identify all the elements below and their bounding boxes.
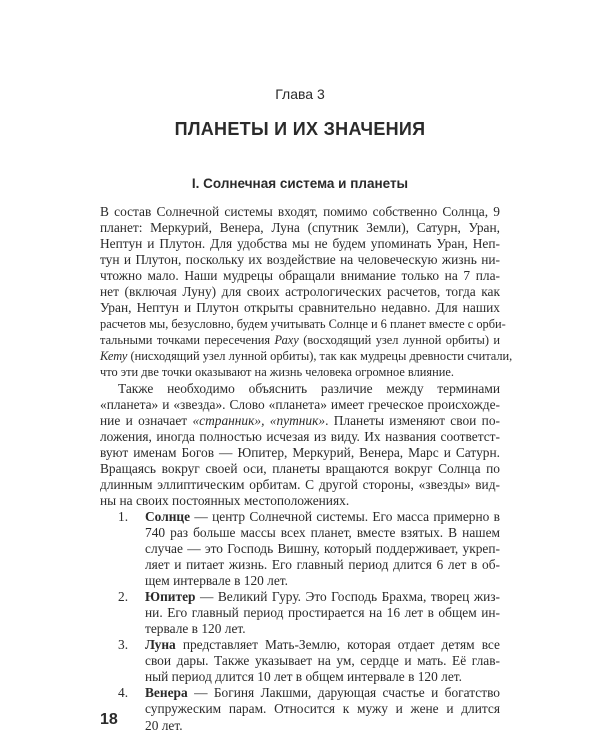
text-line xyxy=(100,477,500,493)
text-line xyxy=(100,332,500,348)
text-line xyxy=(100,541,500,557)
bold-term: Луна xyxy=(145,637,176,653)
list-item xyxy=(100,637,500,685)
text-segment: щем интервале в 120 лет. xyxy=(145,573,289,589)
text-line xyxy=(100,316,506,332)
text-segment: — центр Солнечной системы. Его масса примерно в xyxy=(190,508,500,524)
text-line xyxy=(100,621,500,637)
italic-term: «странник», «путник» xyxy=(192,412,326,428)
text-segment: тальными точками пересечения xyxy=(100,333,275,348)
bold-term: Венера xyxy=(145,685,188,701)
text-segment: супружеским парам. Относится к мужу и жене и длится xyxy=(145,701,500,717)
text-segment: нет (включая Луну) для своих астрологических расчетов, тогда как xyxy=(100,284,500,300)
text-segment: В состав Солнечной системы входят, помимо собственно Солнца, 9 xyxy=(100,204,500,219)
text-segment: — Великий Гуру. Это Господь Брахма, творец жиз- xyxy=(195,589,500,605)
text-line xyxy=(100,557,500,573)
text-segment: Вращаясь вокруг своей оси, планеты вращаются вокруг Солнца по xyxy=(100,460,500,476)
page-number: 18 xyxy=(100,711,118,728)
bold-term: Юпитер xyxy=(145,589,196,605)
text-segment: случае — это Господь Вишну, который поддерживает, укреп- xyxy=(145,540,500,556)
text-segment: ние и означает xyxy=(100,412,193,428)
paragraph xyxy=(100,204,513,381)
text-segment: Нептун и Плутон. Для удобства мы не будем упоминать Уран, Неп- xyxy=(100,236,500,252)
text-line xyxy=(100,429,500,445)
italic-term: Раху xyxy=(274,333,299,348)
list-item xyxy=(100,685,500,733)
text-segment: ляет и питает жизнь. Его главный период длится 6 лет в об- xyxy=(145,557,500,573)
text-line xyxy=(100,461,500,477)
text-segment: вуют именам Богов — Юпитер, Меркурий, Венера, Марс и Сатурн. xyxy=(100,444,500,460)
text-line xyxy=(100,268,500,284)
text-segment: тун и Плутон, поскольку их воздействие на человеческую жизнь ни- xyxy=(100,252,500,268)
text-line xyxy=(100,284,500,300)
text-line xyxy=(100,509,500,525)
text-line xyxy=(100,236,500,252)
text-line xyxy=(100,493,500,509)
text-segment: ни. Его главный период простирается на 16 лет в общем ин- xyxy=(145,605,500,621)
text-segment: ложения, иногда полностью исчезая из виду. Их названия соответст- xyxy=(100,428,500,444)
text-segment: свои дары. Также указывает на ум, сердце и мать. Её глав- xyxy=(145,653,500,669)
text-line xyxy=(100,525,500,541)
text-line xyxy=(100,589,500,605)
text-line xyxy=(100,685,500,701)
list-number: 2. xyxy=(118,589,129,605)
list-item xyxy=(100,589,500,637)
text-segment: (нисходящий узел лунной орбиты), так как мудрецы древности считали, xyxy=(127,349,513,364)
text-line xyxy=(100,397,500,413)
text-segment: ный период длится 10 лет в общем интервале в 120 лет. xyxy=(145,669,462,685)
text-line xyxy=(100,653,500,669)
paragraph xyxy=(100,381,500,509)
text-line xyxy=(100,348,513,364)
text-segment: 20 лет. xyxy=(145,717,183,733)
text-segment: представляет Мать-Землю, которая отдает детям все xyxy=(175,637,500,653)
bold-term: Солнце xyxy=(145,508,191,524)
italic-term: Кету xyxy=(100,349,128,364)
text-line xyxy=(100,445,500,461)
text-line xyxy=(100,220,500,236)
text-segment: Уран, Нептун и Плутон открыты сравнительно недавно. Для наших xyxy=(100,300,500,316)
text-segment: планет: Меркурий, Венера, Луна (спутник Земли), Сатурн, Уран, xyxy=(100,220,500,236)
text-segment: 740 раз больше массы всех планет, вместе взятых. В нашем xyxy=(145,524,500,540)
section-heading: I. Солнечная система и планеты xyxy=(191,176,409,191)
text-line xyxy=(100,252,500,268)
text-segment: чтожно мало. Наши мудрецы обращали внимание только на 7 пла- xyxy=(100,268,500,284)
text-line xyxy=(100,637,500,653)
text-line xyxy=(100,669,500,685)
list-item xyxy=(100,509,500,589)
list-number: 4. xyxy=(118,685,129,701)
text-line xyxy=(100,204,500,220)
text-segment: — Богиня Лакшми, дарующая счастье и богатство xyxy=(187,685,500,701)
text-line xyxy=(100,718,500,734)
chapter-title: ПЛАНЕТЫ И ИХ ЗНАЧЕНИЯ xyxy=(174,119,426,139)
text-segment: «планета» и «звезда». Слово «планета» имеет греческое происхожде- xyxy=(100,396,500,412)
text-segment: (восходящий узел лунной орбиты) и xyxy=(298,333,500,348)
text-line xyxy=(100,300,500,316)
list-number: 3. xyxy=(118,637,129,653)
text-line xyxy=(100,413,500,429)
text-segment: тервале в 120 лет. xyxy=(145,621,246,637)
text-line xyxy=(100,381,500,397)
text-line xyxy=(100,605,500,621)
text-segment: длинным эллиптическим орбитам. С другой стороны, «звезды» вид- xyxy=(100,476,500,492)
body-text xyxy=(100,204,513,734)
text-segment: что эти две точки оказывают на жизнь человека огромное влияние. xyxy=(100,365,454,380)
text-line xyxy=(100,364,500,380)
text-segment: . Планеты изменяют свои по- xyxy=(325,412,500,428)
text-segment: ны на своих постоянных местоположениях. xyxy=(100,492,350,508)
list-number: 1. xyxy=(118,508,129,524)
text-line xyxy=(100,573,500,589)
text-line xyxy=(100,701,500,717)
chapter-label: Глава 3 xyxy=(275,86,325,102)
text-segment: расчетов мы, безусловно, будем учитывать Солнце и 6 планет вместе с орби- xyxy=(100,317,506,332)
text-segment: Также необходимо объяснить различие между терминами xyxy=(118,380,500,396)
